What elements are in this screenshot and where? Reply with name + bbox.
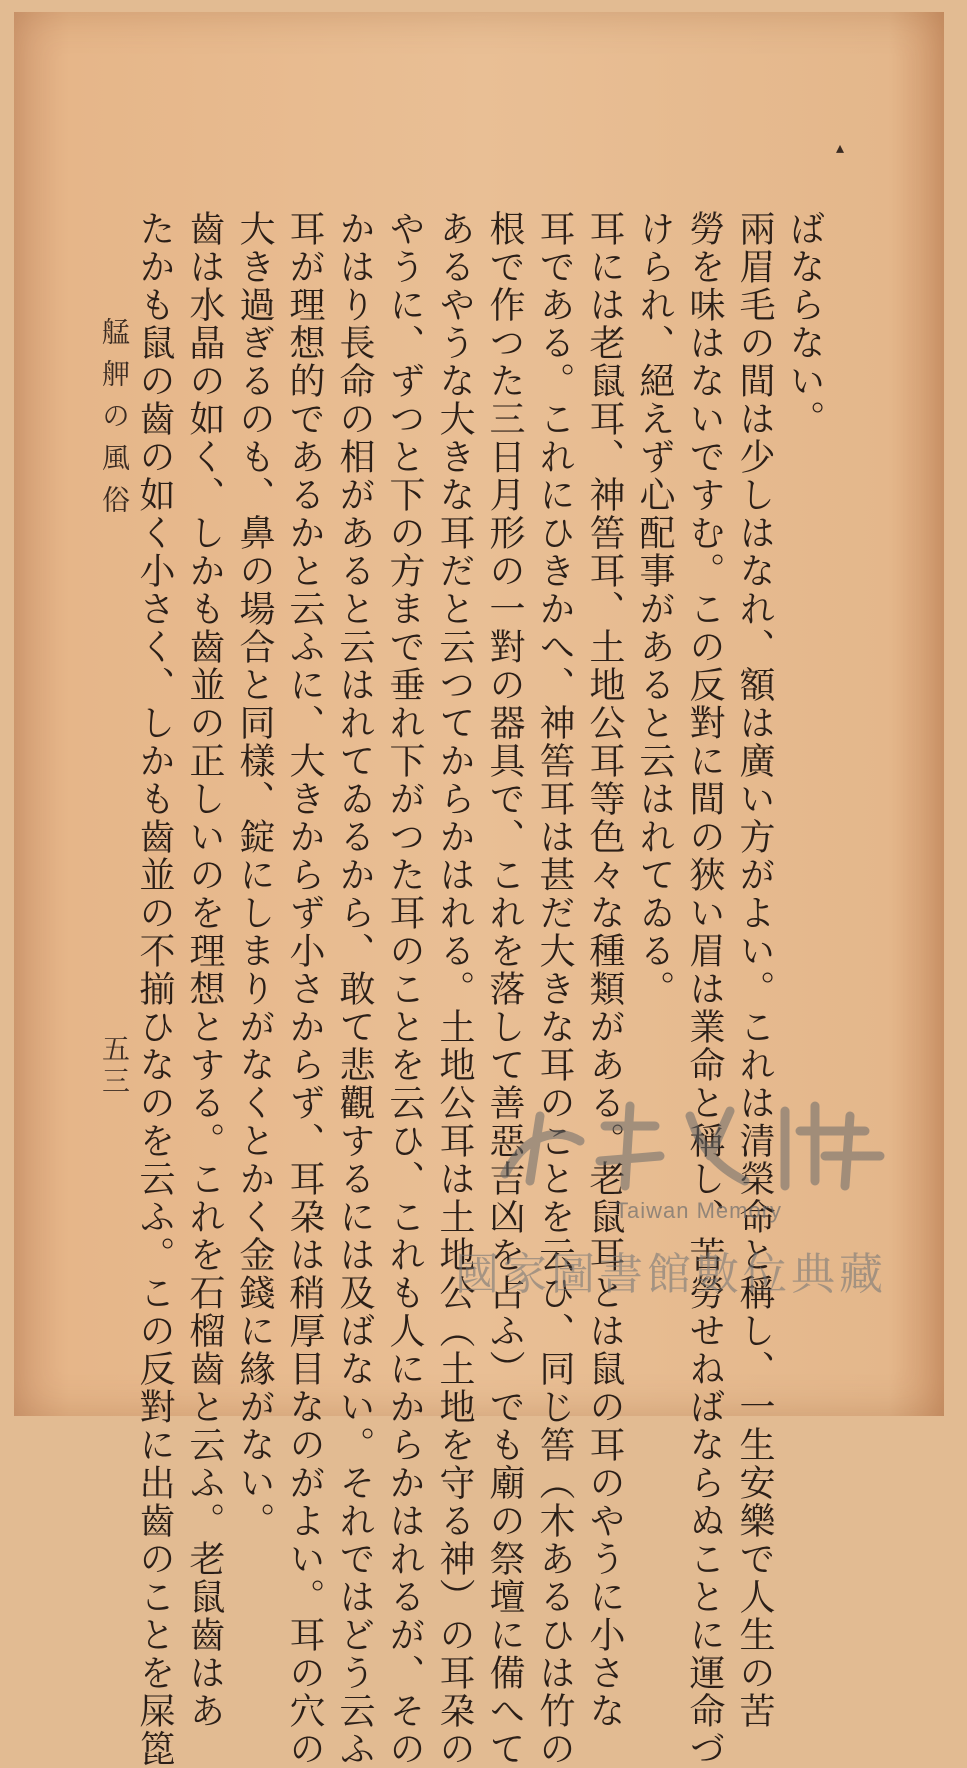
- text-line: やうに、ずつと下の方まで垂れ下がつた耳のことを云ひ、これも人にからかはれるが、その: [384, 210, 425, 1768]
- text-line: けられ、絕えず心配事があると云はれてゐる。: [634, 210, 675, 1008]
- text-line: 勞を味はないですむ。この反對に間の狹い眉は業命と稱し、苦勞せねばならぬことに運命づ: [684, 210, 725, 1768]
- text-line: かはり長命の相があると云はれてゐるから、敢て悲觀するには及ばない。それではどう云ふ: [334, 210, 375, 1768]
- taiwan-memory-logo: [485, 1086, 905, 1196]
- text-line: 大き過ぎるのも、鼻の場合と同樣、錠にしまりがなくとかく金錢に緣がない。: [234, 210, 275, 1540]
- text-line: あるやうな大きな耳だと云つてからかはれる。土地公耳は土地公（土地を守る神）の耳朶の: [434, 210, 475, 1768]
- text-line: 耳である。これにひきかへ、神筶耳は甚だ大きな耳のことを云ひ、同じ筶（木あるひは竹の: [534, 210, 575, 1768]
- running-head: 艋舺の風俗: [98, 317, 131, 527]
- text-line: 齒は水晶の如く、しかも齒並の正しいのを理想とする。これを石榴齒と云ふ。老鼠齒はあ: [184, 210, 225, 1730]
- text-line: ばならない。: [784, 210, 825, 438]
- text-line: 兩眉毛の間は少しはなれ、額は廣い方がよい。これは清榮命と稱し、一生安樂で人生の苦: [734, 210, 775, 1730]
- text-line: 耳が理想的であるかと云ふに、大きからず小さからず、耳朶は稍厚目なのがよい。耳の穴の: [284, 210, 325, 1768]
- text-line: 根で作つた三日月形の一對の器具で、これを落して善惡吉凶を占ふ）でも廟の祭壇に備へて: [484, 210, 525, 1768]
- text-line: たかも鼠の齒の如く小さく、しかも齒並の不揃ひなのを云ふ。この反對に出齒のことを屎箆: [134, 210, 175, 1768]
- page-mark: ▴: [836, 138, 845, 157]
- watermark: [455, 1080, 905, 1320]
- watermark-library: 國家圖書館數位典藏: [455, 1249, 887, 1300]
- watermark-brand: Taiwan Memory: [615, 1198, 783, 1223]
- page-number: 五三: [98, 1034, 131, 1098]
- text-line: 耳には老鼠耳、神筶耳、土地公耳等色々な種類がある。老鼠耳とは鼠の耳のやうに小さな: [584, 210, 625, 1730]
